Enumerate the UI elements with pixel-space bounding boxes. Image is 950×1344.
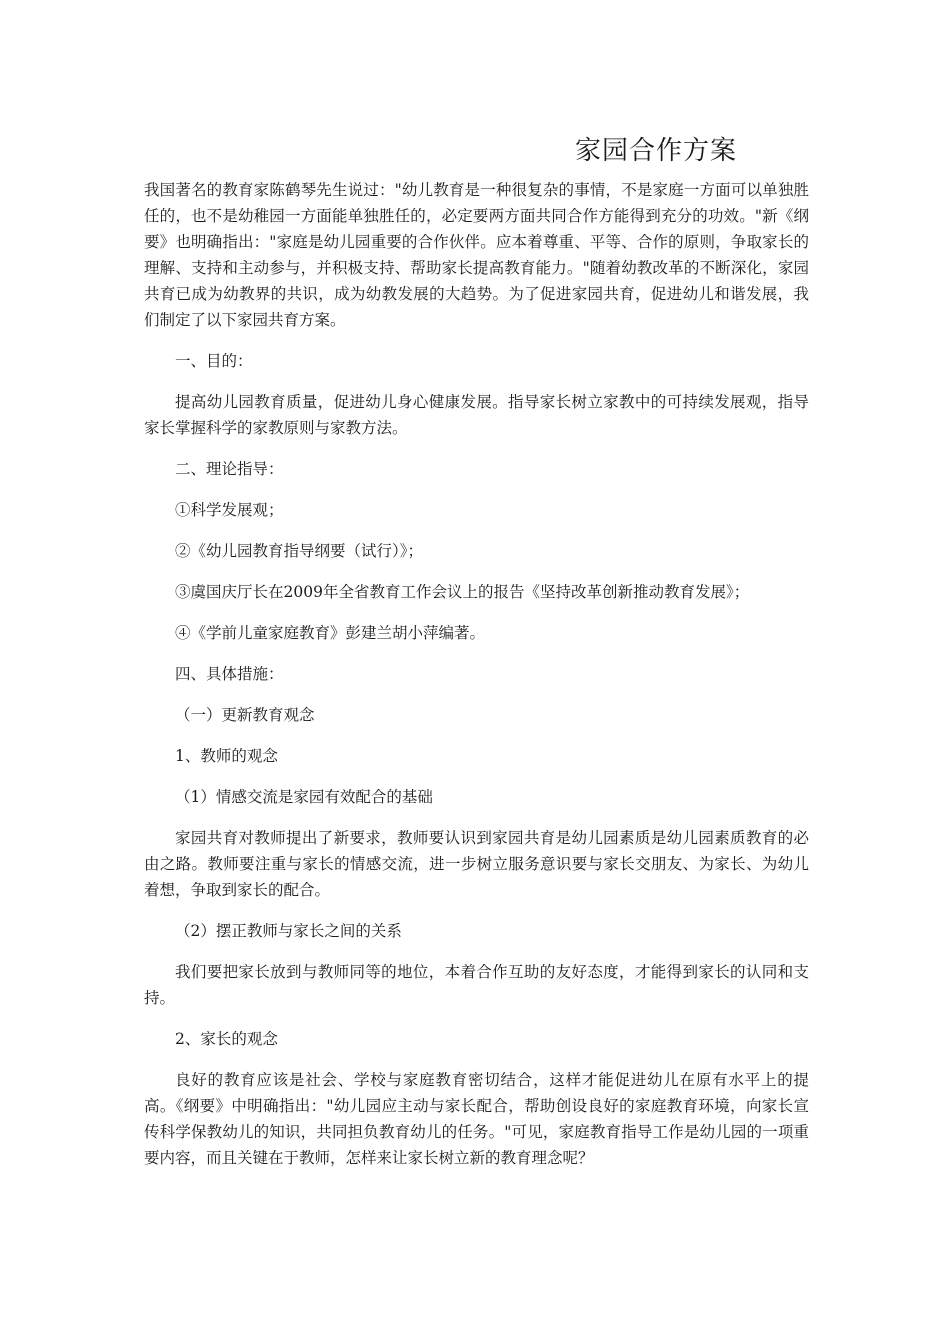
subsection-paragraph-1-2: 良好的教育应该是社会、学校与家庭教育密切结合，这样才能促进幼儿在原有水平上的提高。《纲要》中明确指出："幼儿园应主动与家长配合，帮助创设良好的家庭教育环境，向家长宣传科学保教幼儿的知识，共同担负教育幼儿的任务。"可见，家庭教育指导工作是幼儿园的一项重要内容，而且关键在于教师，怎样来让家长树立新的教育理念呢？ xyxy=(144,1071,809,1167)
document-title: 家园合作方案 xyxy=(575,136,738,166)
goal-paragraph: 提高幼儿园教育质量，促进幼儿身心健康发展。指导家长树立家教中的可持续发展观，指导家长掌握科学的家教原则与家教方法。 xyxy=(144,393,809,437)
theory-item-4: ④《学前儿童家庭教育》彭建兰胡小萍编著。 xyxy=(175,624,486,642)
subsection-paragraph-1-1-a: 家园共育对教师提出了新要求，教师要认识到家园共育是幼儿园素质是幼儿园素质教育的必由之路。教师要注重与家长的情感交流，进一步树立服务意识要与家长交朋友、为家长、为幼儿着想，争取到家长的配合。 xyxy=(144,829,809,899)
theory-item-2: ②《幼儿园教育指导纲要（试行）》； xyxy=(175,542,424,560)
subsection-heading-1-1: 1、教师的观念 xyxy=(175,747,278,765)
theory-heading: 二、理论指导： xyxy=(175,460,284,478)
document-body xyxy=(144,177,809,1171)
goal-heading: 一、目的： xyxy=(175,352,253,370)
subsection-heading-1-2: 2、家长的观念 xyxy=(175,1030,278,1048)
subsection-paragraph-1-1-b: 我们要把家长放到与教师同等的地位，本着合作互助的友好态度，才能得到家长的认同和支持。 xyxy=(144,963,809,1007)
subsection-heading-1-1-a: （1）情感交流是家园有效配合的基础 xyxy=(175,788,433,806)
measures-heading: 四、具体措施： xyxy=(175,665,284,683)
theory-item-1: ①科学发展观； xyxy=(175,501,284,519)
theory-item-3: ③虞国庆厅长在2009年全省教育工作会议上的报告《坚持改革创新推动教育发展》； xyxy=(175,583,750,601)
subsection-heading-1: （一）更新教育观念 xyxy=(175,706,315,724)
intro-paragraph: 我国著名的教育家陈鹤琴先生说过："幼儿教育是一种很复杂的事情，不是家庭一方面可以单独胜任的，也不是幼稚园一方面能单独胜任的，必定要两方面共同合作方能得到充分的功效。"新《纲要》也明确指出："家庭是幼儿园重要的合作伙伴。应本着尊重、平等、合作的原则，争取家长的理解、支持和主动参与，并积极支持、帮助家长提高教育能力。"随着幼教改革的不断深化，家园共育已成为幼教界的共识，成为幼教发展的大趋势。为了促进家园共育，促进幼儿和谐发展，我们制定了以下家园共育方案。 xyxy=(144,181,809,329)
subsection-heading-1-1-b: （2）摆正教师与家长之间的关系 xyxy=(175,922,402,940)
